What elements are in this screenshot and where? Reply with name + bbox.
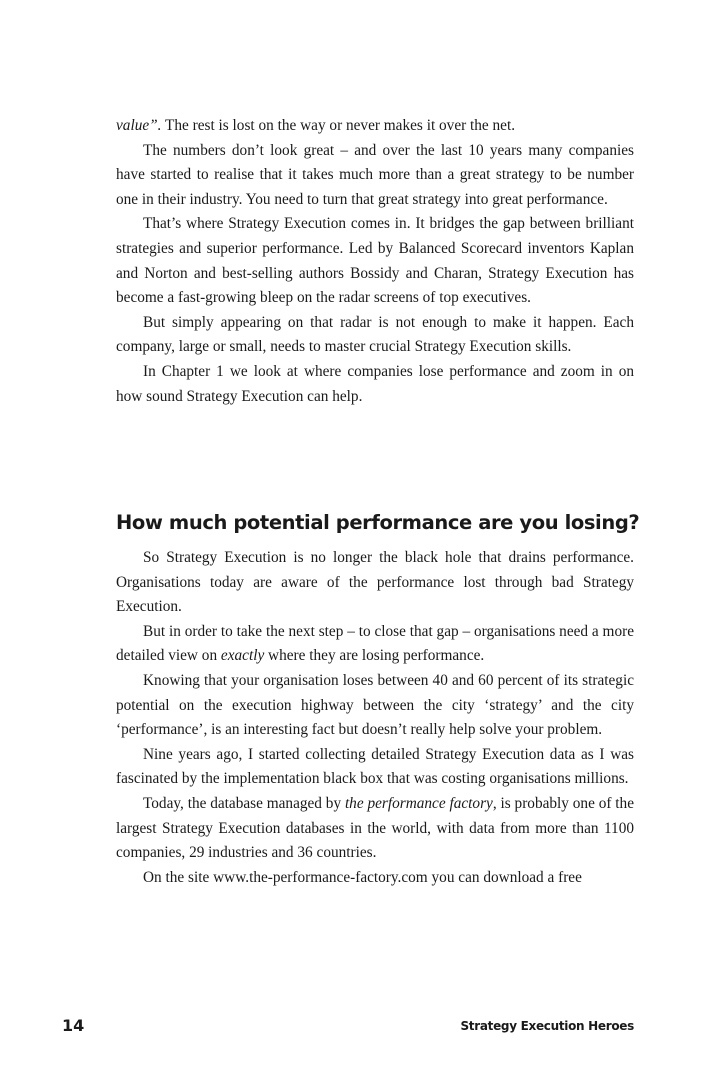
running-footer-title: Strategy Execution Heroes bbox=[460, 1019, 634, 1033]
paragraph-10-text-b: , is probably one of the largest Strategy Execution databases in the world, with data from more than 1100 companies, 29 industries and 36 countries. bbox=[116, 794, 634, 862]
paragraph-2: The numbers don’t look great – and over the last 10 years many companies have started to realise that it takes much more than a great strategy to be number one in their industry. You need to turn that great strategy into great performance. bbox=[116, 141, 634, 208]
quote-fragment: value”. bbox=[116, 117, 162, 134]
paragraph-7-text-a: But in order to take the next step – to close that gap – organisations need a more detailed view on bbox=[116, 622, 634, 665]
paragraph-4: But simply appearing on that radar is not enough to make it happen. Each company, large or small, needs to master crucial Strategy Execution skills. bbox=[116, 313, 634, 356]
paragraph-10-text-a: Today, the database managed by bbox=[143, 794, 345, 812]
paragraph-9: Nine years ago, I started collecting detailed Strategy Execution data as I was fascinated by the implementation black box that was costing organisations millions. bbox=[116, 745, 634, 788]
paragraph-10 bbox=[116, 792, 634, 866]
paragraph-1 bbox=[116, 114, 634, 139]
page-number: 14 bbox=[62, 1016, 85, 1035]
section-heading: How much potential performance are you losing? bbox=[116, 511, 640, 534]
body-text-top bbox=[116, 114, 634, 409]
paragraph-1-text: The rest is lost on the way or never makes it over the net. bbox=[161, 117, 516, 134]
paragraph-7-text-b: where they are losing performance. bbox=[264, 647, 485, 665]
paragraph-3: That’s where Strategy Execution comes in. It bridges the gap between brilliant strategies and superior performance. Led by Balanced Scorecard inventors Kaplan and Norton and best-selling authors Bossidy and Charan, Strategy Execution has become a fast-growing bleep on the radar screens of top executives. bbox=[116, 215, 634, 307]
paragraph-5: In Chapter 1 we look at where companies lose performance and zoom in on how sound Strategy Execution can help. bbox=[116, 362, 634, 405]
emphasis-exactly: exactly bbox=[220, 647, 265, 665]
paragraph-11: On the site www.the-performance-factory.com you can download a free bbox=[143, 868, 582, 886]
paragraph-6: So Strategy Execution is no longer the black hole that drains performance. Organisations today are aware of the performance lost through bad Strategy Execution. bbox=[116, 549, 634, 616]
paragraph-8: Knowing that your organisation loses between 40 and 60 percent of its strategic potential on the execution highway between the city ‘strategy’ and the city ‘performance’, is an interesting fact but doesn’t really help solve your problem. bbox=[116, 671, 634, 739]
company-name: the performance factory bbox=[344, 794, 493, 812]
paragraph-7 bbox=[116, 620, 634, 669]
body-text-bottom bbox=[116, 546, 634, 890]
